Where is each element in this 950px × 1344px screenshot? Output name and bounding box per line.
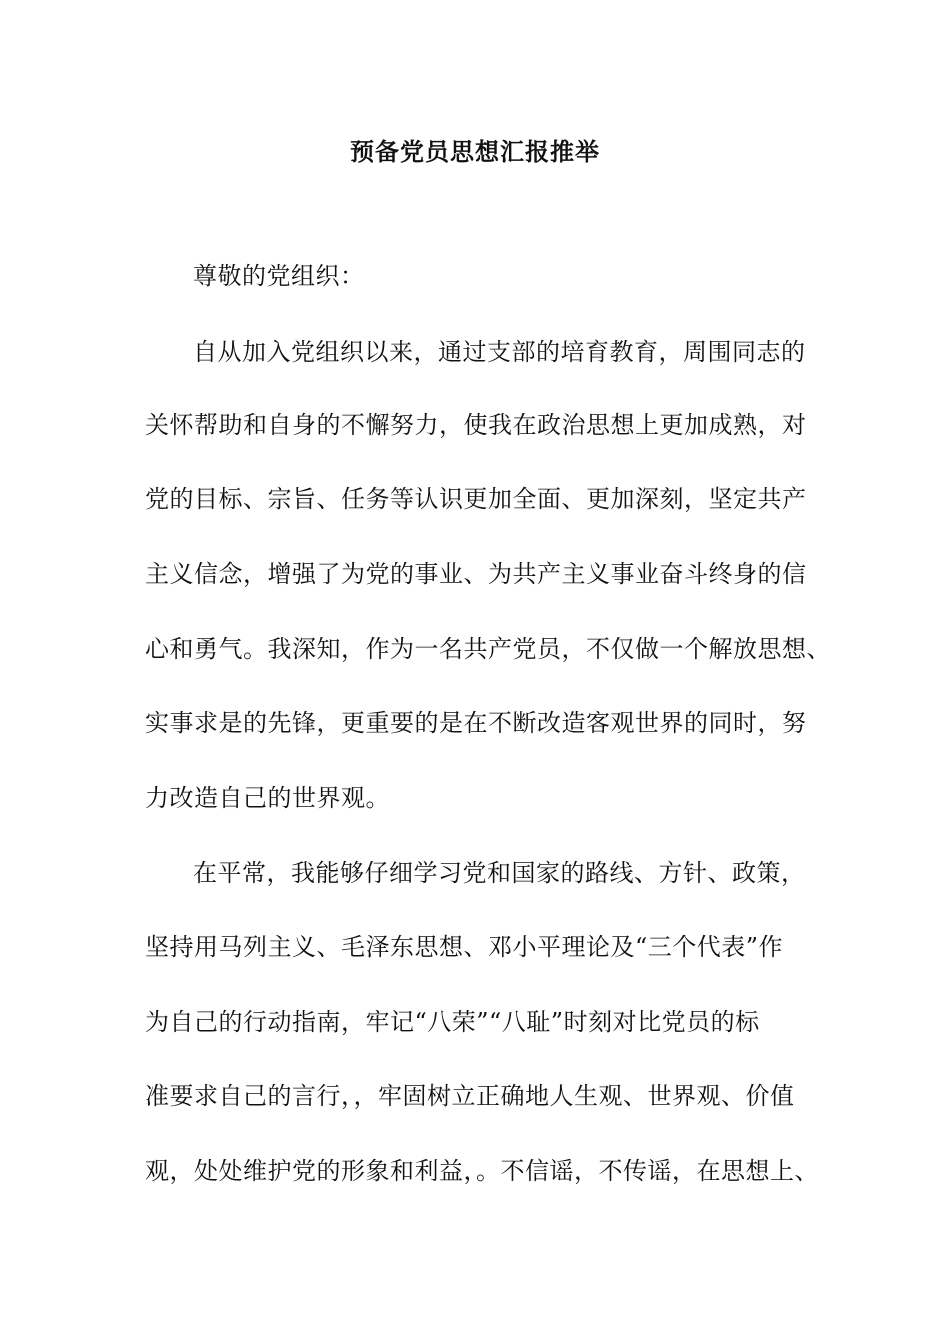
paragraph-2-line-3: 为自己的行动指南，牢记“八荣”“八耻”时刻对比党员的标	[145, 1008, 760, 1036]
paragraph-1-line-1: 自从加入党组织以来，通过支部的培育教育，周围同志的	[193, 338, 806, 366]
salutation: 尊敬的党组织：	[193, 262, 365, 290]
paragraph-2-line-2: 坚持用马列主义、毛泽东思想、邓小平理论及“三个代表”作	[145, 933, 784, 961]
paragraph-1-line-6: 实事求是的先锋，更重要的是在不断改造客观世界的同时，努	[145, 709, 807, 737]
paragraph-2-line-5: 观，处处维护党的形象和利益，。不信谣，不传谣，在思想上、	[145, 1157, 819, 1185]
paragraph-1-line-3: 党的目标、宗旨、任务等认识更加全面、更加深刻，坚定共产	[145, 485, 807, 513]
paragraph-2-line-4: 准要求自己的言行，，牢固树立正确地人生观、世界观、价值	[145, 1082, 795, 1110]
paragraph-1-line-7: 力改造自己的世界观。	[145, 784, 390, 812]
document-title: 预备党员思想汇报推举	[350, 137, 600, 166]
paragraph-1-line-5: 心和勇气。我深知，作为一名共产党员，不仅做一个解放思想、	[145, 635, 831, 663]
paragraph-1-line-2: 关怀帮助和自身的不懈努力，使我在政治思想上更加成熟，对	[145, 411, 807, 439]
paragraph-2-line-1: 在平常，我能够仔细学习党和国家的路线、方针、政策，	[193, 859, 806, 887]
paragraph-1-line-4: 主义信念，增强了为党的事业、为共产主义事业奋斗终身的信	[145, 560, 807, 588]
